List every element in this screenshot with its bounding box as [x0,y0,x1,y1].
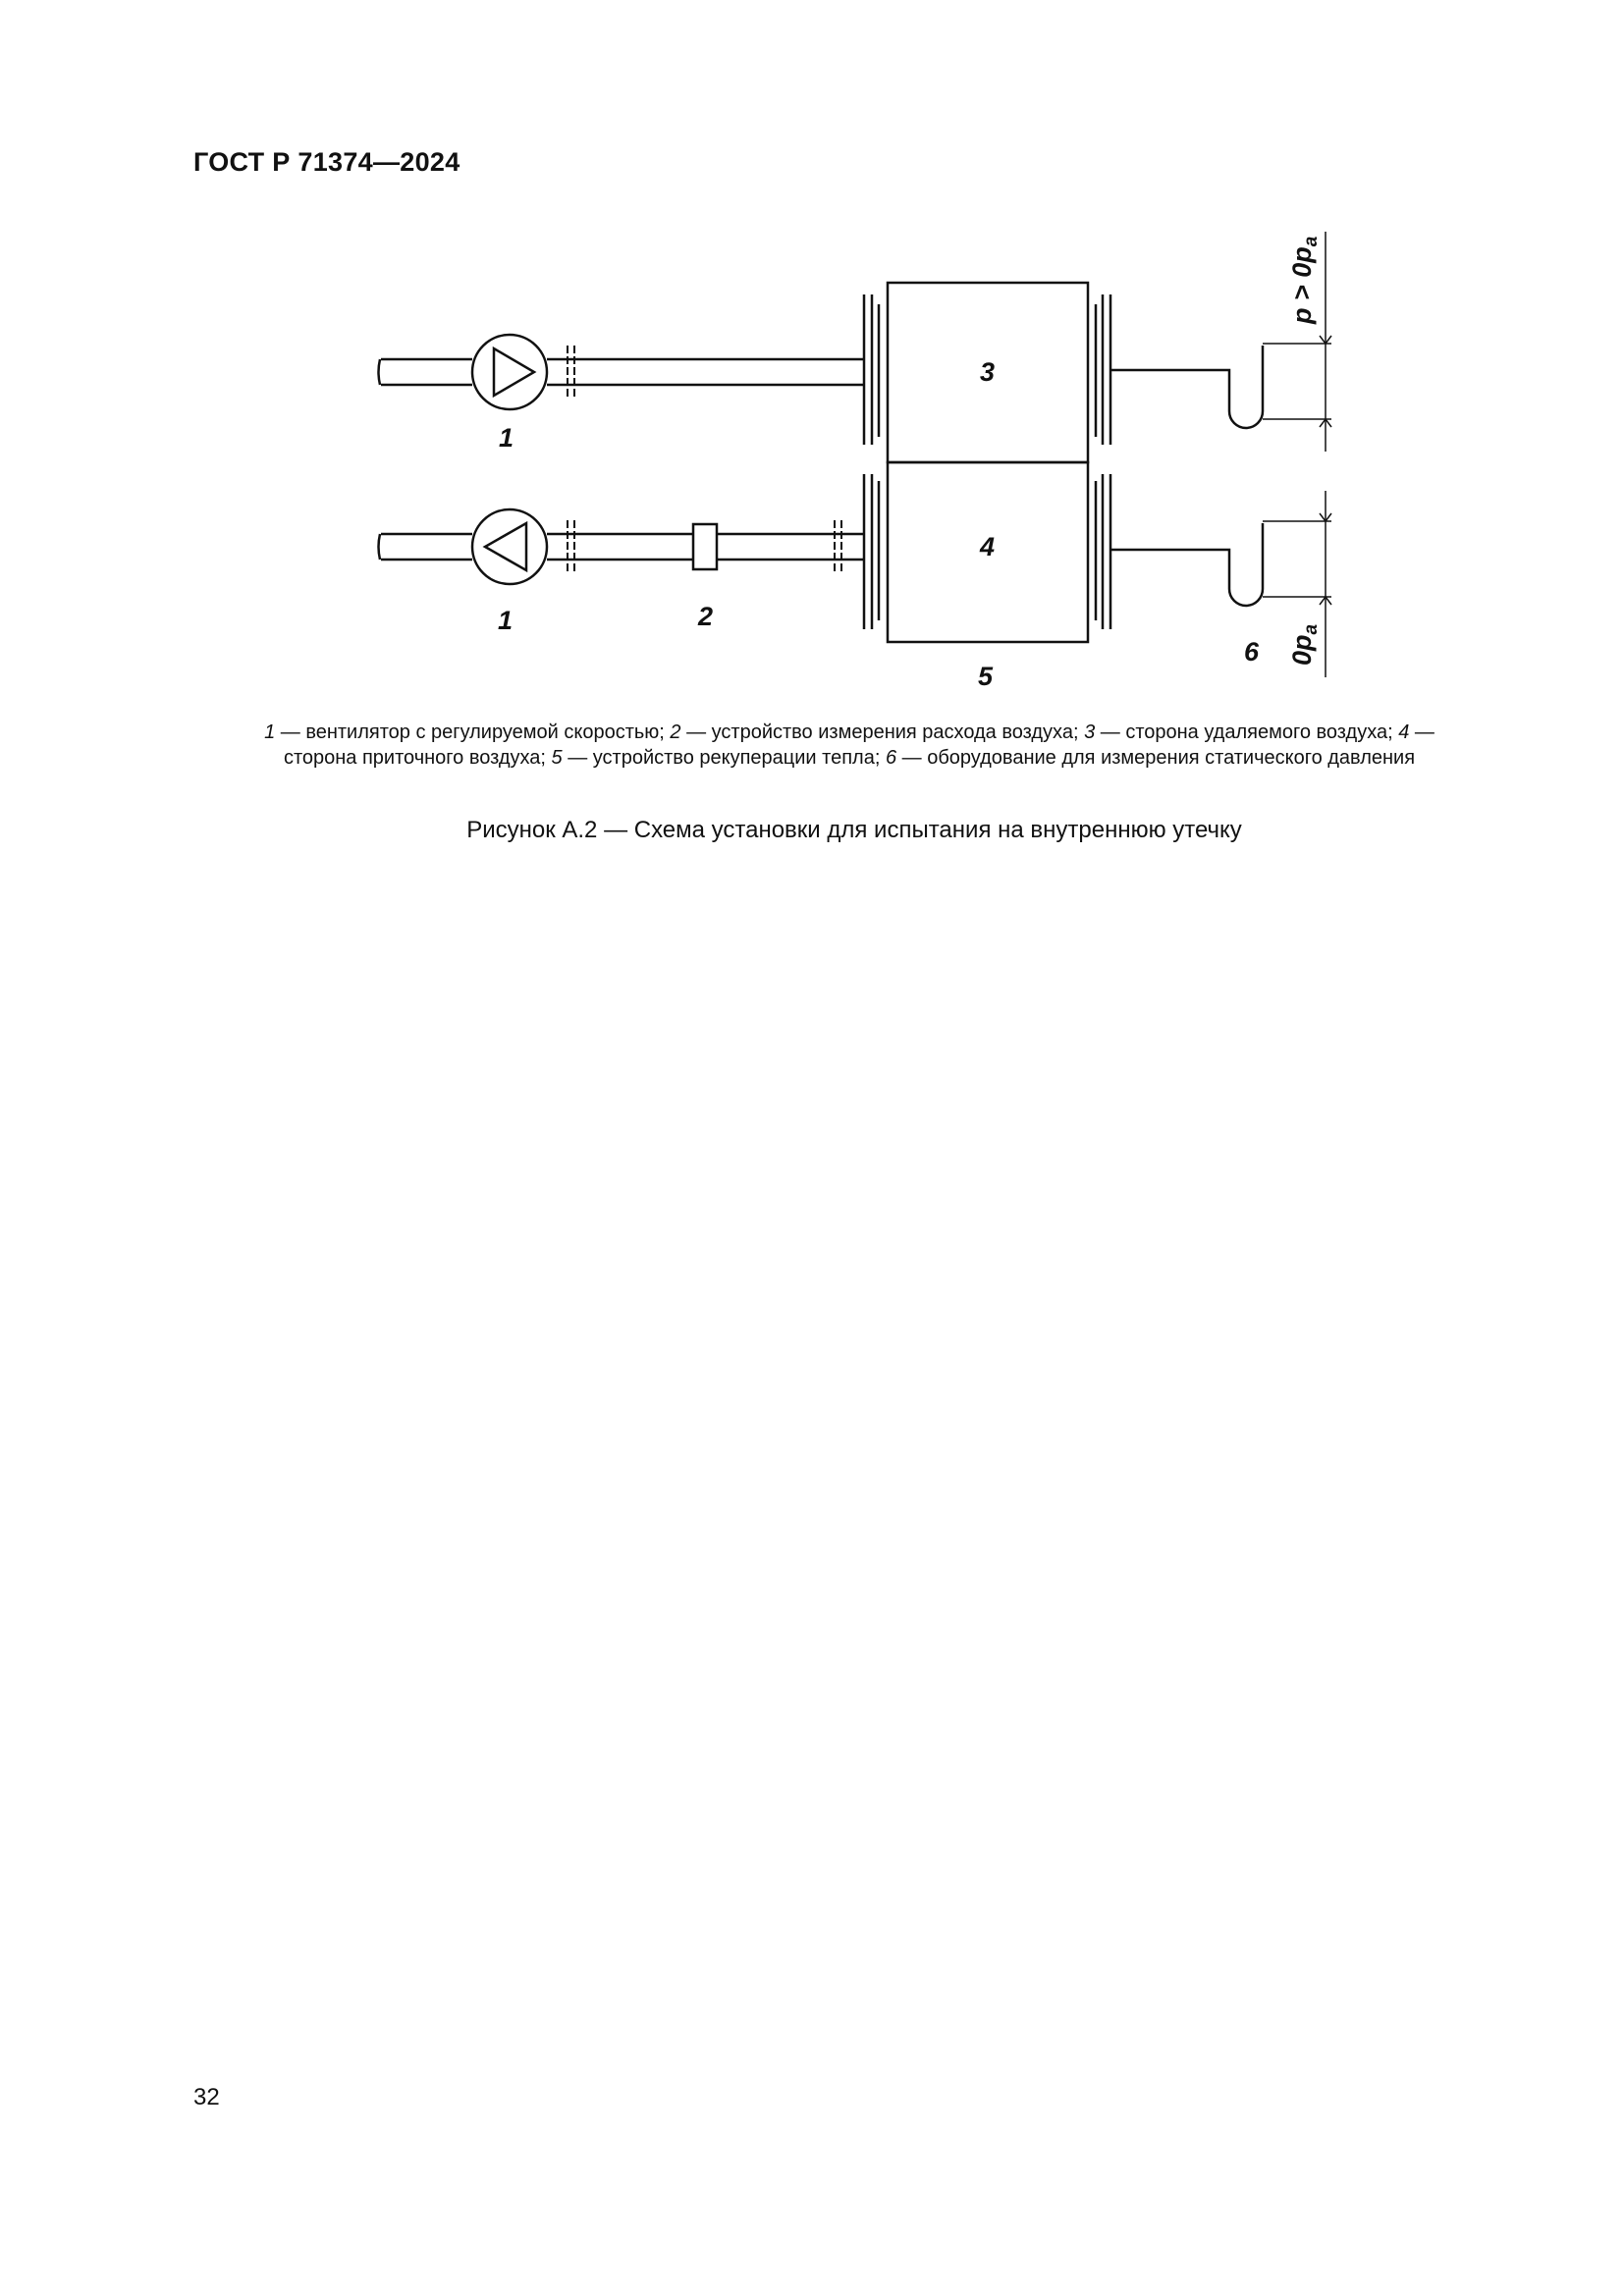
flanges-right [1096,294,1110,629]
label-supply-side: 4 [980,532,996,561]
figure-legend [255,720,1443,771]
legend-num-1: 1 [264,721,276,743]
label-pressure-bottom: $0p_a$ [1287,623,1322,666]
legend-text-3: — сторона удаляемого воздуха; [1095,721,1399,743]
label-pressure-top: $p > 0p_a$ [1287,236,1322,324]
legend-text-1: — вентилятор с регулируемой скоростью; [275,721,671,743]
legend-text-6: — оборудование для измерения статического давления [896,747,1416,769]
legend-num-6: 6 [885,747,897,769]
legend-num-4: 4 [1398,721,1410,743]
page-number: 32 [193,2084,220,2110]
flow-measurement-device [693,524,717,569]
document-header: ГОСТ Р 71374—2024 [193,147,460,177]
test-setup-diagram [0,0,1624,707]
legend-num-2: 2 [670,721,681,743]
legend-num-3: 3 [1084,721,1096,743]
legend-text-5: — устройство рекуперации тепла; [562,747,886,769]
flanges-left [864,294,879,629]
legend-num-5: 5 [551,747,563,769]
figure-caption: Рисунок А.2 — Схема установки для испытания на внутреннюю утечку [466,817,1242,843]
fan-icon-bottom [472,509,547,584]
legend-text-4: — сторона приточного воздуха; [283,721,1435,769]
label-recovery-unit: 5 [978,662,994,691]
legend-text-2: — устройство измерения расхода воздуха; [680,721,1085,743]
label-pressure-equipment: 6 [1244,637,1260,667]
top-duct [379,346,865,399]
label-flow-device: 2 [698,602,714,631]
bottom-duct [379,520,865,573]
label-fan-bottom: 1 [498,606,514,635]
label-fan-top: 1 [499,423,514,453]
fan-icon-top [472,335,547,409]
label-exhaust-side: 3 [980,357,996,387]
